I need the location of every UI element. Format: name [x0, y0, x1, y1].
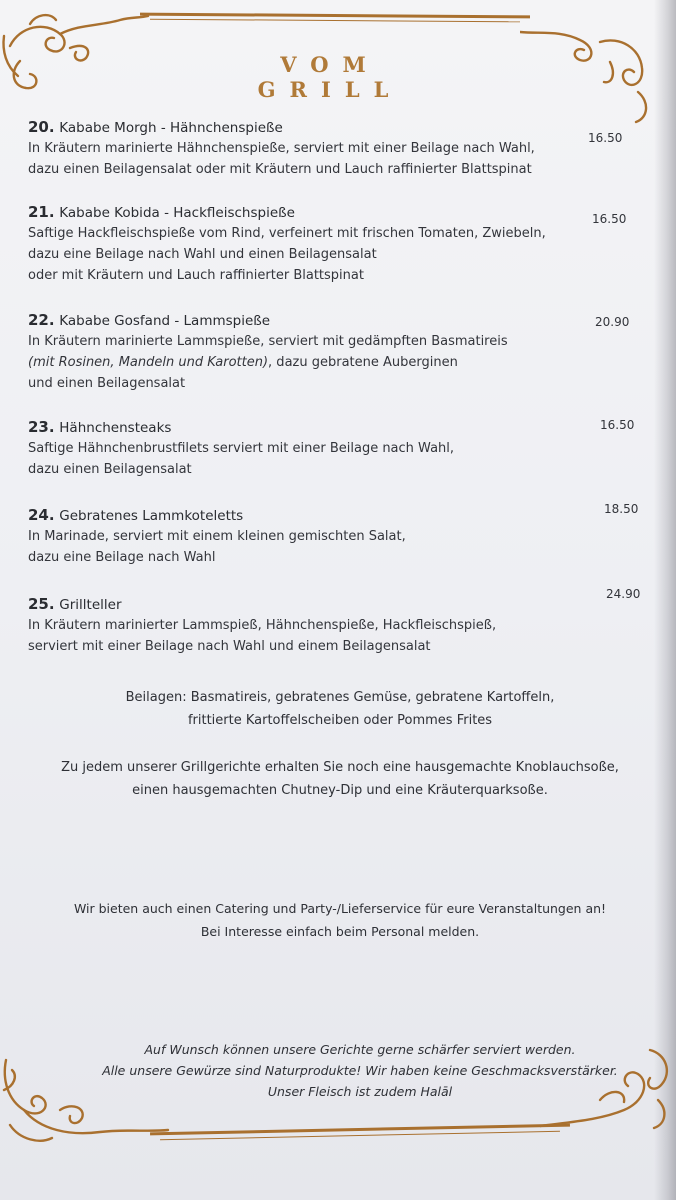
- menu-item-name: Kababe Kobida - Hackfleischspieße: [59, 205, 295, 221]
- description-line: serviert mit einer Beilage nach Wahl und einem Beilagensalat: [28, 639, 431, 654]
- catering-line: Bei Interesse einfach beim Personal melden.: [200, 924, 480, 939]
- menu-item-name: Kababe Gosfand - Lammspieße: [59, 313, 271, 329]
- menu-item-20: [28, 118, 648, 180]
- menu-item-22: [28, 311, 648, 394]
- menu-item-name: Gebratenes Lammkoteletts: [59, 508, 244, 524]
- description-line: In Marinade, serviert mit einem kleinen gemischten Salat,: [28, 529, 406, 544]
- description-line: In Kräutern marinierte Hähnchenspieße, serviert mit einer Beilage nach Wahl,: [28, 141, 535, 156]
- menu-item-heading: [28, 311, 648, 329]
- sides-note: [40, 686, 640, 732]
- menu-item-price: 16.50: [592, 212, 627, 226]
- menu-item-24: [28, 506, 648, 568]
- ornament-bottom-left-icon: [0, 1040, 170, 1150]
- ornament-top-right-icon: [520, 22, 660, 132]
- sauces-note: [40, 756, 640, 802]
- top-border-line: [140, 13, 530, 19]
- footer-line: Alle unsere Gewürze sind Naturprodukte! Wir haben keine Geschmacksverstärker.: [102, 1063, 618, 1078]
- menu-item-description: [28, 223, 568, 286]
- sides-line: frittierte Kartoffelscheiben oder Pommes Frites: [187, 713, 493, 728]
- menu-item-number: 23.: [28, 418, 55, 436]
- menu-item-25: [28, 595, 648, 657]
- menu-item-name: Grillteller: [59, 597, 122, 613]
- menu-item-heading: [28, 118, 648, 136]
- menu-item-heading: [28, 595, 648, 613]
- menu-item-description: [28, 526, 568, 568]
- menu-item-description: [28, 438, 568, 480]
- description-line: oder mit Kräutern und Lauch raffinierter Blattspinat: [28, 268, 364, 283]
- menu-item-description: [28, 615, 568, 657]
- page-edge-shadow: [654, 0, 676, 1200]
- menu-item-heading: [28, 418, 648, 436]
- menu-item-price: 18.50: [604, 502, 639, 516]
- menu-item-price: 16.50: [600, 418, 635, 432]
- description-line: dazu eine Beilage nach Wahl und einen Beilagensalat: [28, 247, 377, 262]
- description-line: dazu eine Beilage nach Wahl: [28, 550, 216, 565]
- menu-item-name: Hähnchensteaks: [59, 420, 172, 436]
- catering-line: Wir bieten auch einen Catering und Party-/Lieferservice für eure Veranstaltungen an!: [73, 901, 607, 916]
- description-line: dazu einen Beilagensalat oder mit Kräutern und Lauch raffinierter Blattspinat: [28, 162, 532, 177]
- sauces-line: einen hausgemachten Chutney-Dip und eine Kräuterquarksoße.: [132, 783, 548, 798]
- description-line: und einen Beilagensalat: [28, 376, 186, 391]
- sides-line: Beilagen: Basmatireis, gebratenes Gemüse, gebratene Kartoffeln,: [125, 690, 555, 705]
- description-line: Saftige Hähnchenbrustfilets serviert mit einer Beilage nach Wahl,: [28, 441, 455, 456]
- menu-item-number: 22.: [28, 311, 55, 329]
- ornament-top-left-icon: [0, 6, 150, 96]
- footer-line: Auf Wunsch können unsere Gerichte gerne schärfer serviert werden.: [144, 1042, 576, 1057]
- menu-item-description: [28, 331, 568, 394]
- description-line: In Kräutern marinierter Lammspieß, Hähnchenspieße, Hackfleischspieß,: [28, 618, 497, 633]
- ornament-bottom-right-icon: [540, 1030, 676, 1140]
- menu-item-number: 20.: [28, 118, 55, 136]
- menu-item-number: 25.: [28, 595, 55, 613]
- menu-item-price: 24.90: [606, 587, 641, 601]
- menu-item-heading: [28, 506, 648, 524]
- menu-item-price: 16.50: [588, 131, 623, 145]
- description-line: In Kräutern marinierte Lammspieße, serviert mit gedämpften Basmatireis: [28, 334, 508, 349]
- menu-item-description: [28, 138, 568, 180]
- top-border-line-thin: [150, 19, 520, 23]
- catering-note: [40, 897, 640, 943]
- footer-line: Unser Fleisch ist zudem Halāl: [267, 1084, 453, 1099]
- menu-item-heading: [28, 203, 648, 221]
- description-line: dazu einen Beilagensalat: [28, 462, 192, 477]
- menu-item-number: 24.: [28, 506, 55, 524]
- menu-item-23: [28, 418, 648, 480]
- description-line: , dazu gebratene Auberginen: [268, 355, 458, 370]
- page-title: VOM GRILL: [257, 52, 403, 102]
- menu-item-price: 20.90: [595, 315, 630, 329]
- menu-item-21: [28, 203, 648, 286]
- bottom-border-line: [150, 1124, 570, 1136]
- description-italic: (mit Rosinen, Mandeln und Karotten): [28, 355, 269, 370]
- menu-item-number: 21.: [28, 203, 55, 221]
- sauces-line: Zu jedem unserer Grillgerichte erhalten Sie noch eine hausgemachte Knoblauchsoße,: [61, 760, 619, 775]
- description-line: Saftige Hackfleischspieße vom Rind, verfeinert mit frischen Tomaten, Zwiebeln,: [28, 226, 546, 241]
- menu-item-name: Kababe Morgh - Hähnchenspieße: [59, 120, 283, 136]
